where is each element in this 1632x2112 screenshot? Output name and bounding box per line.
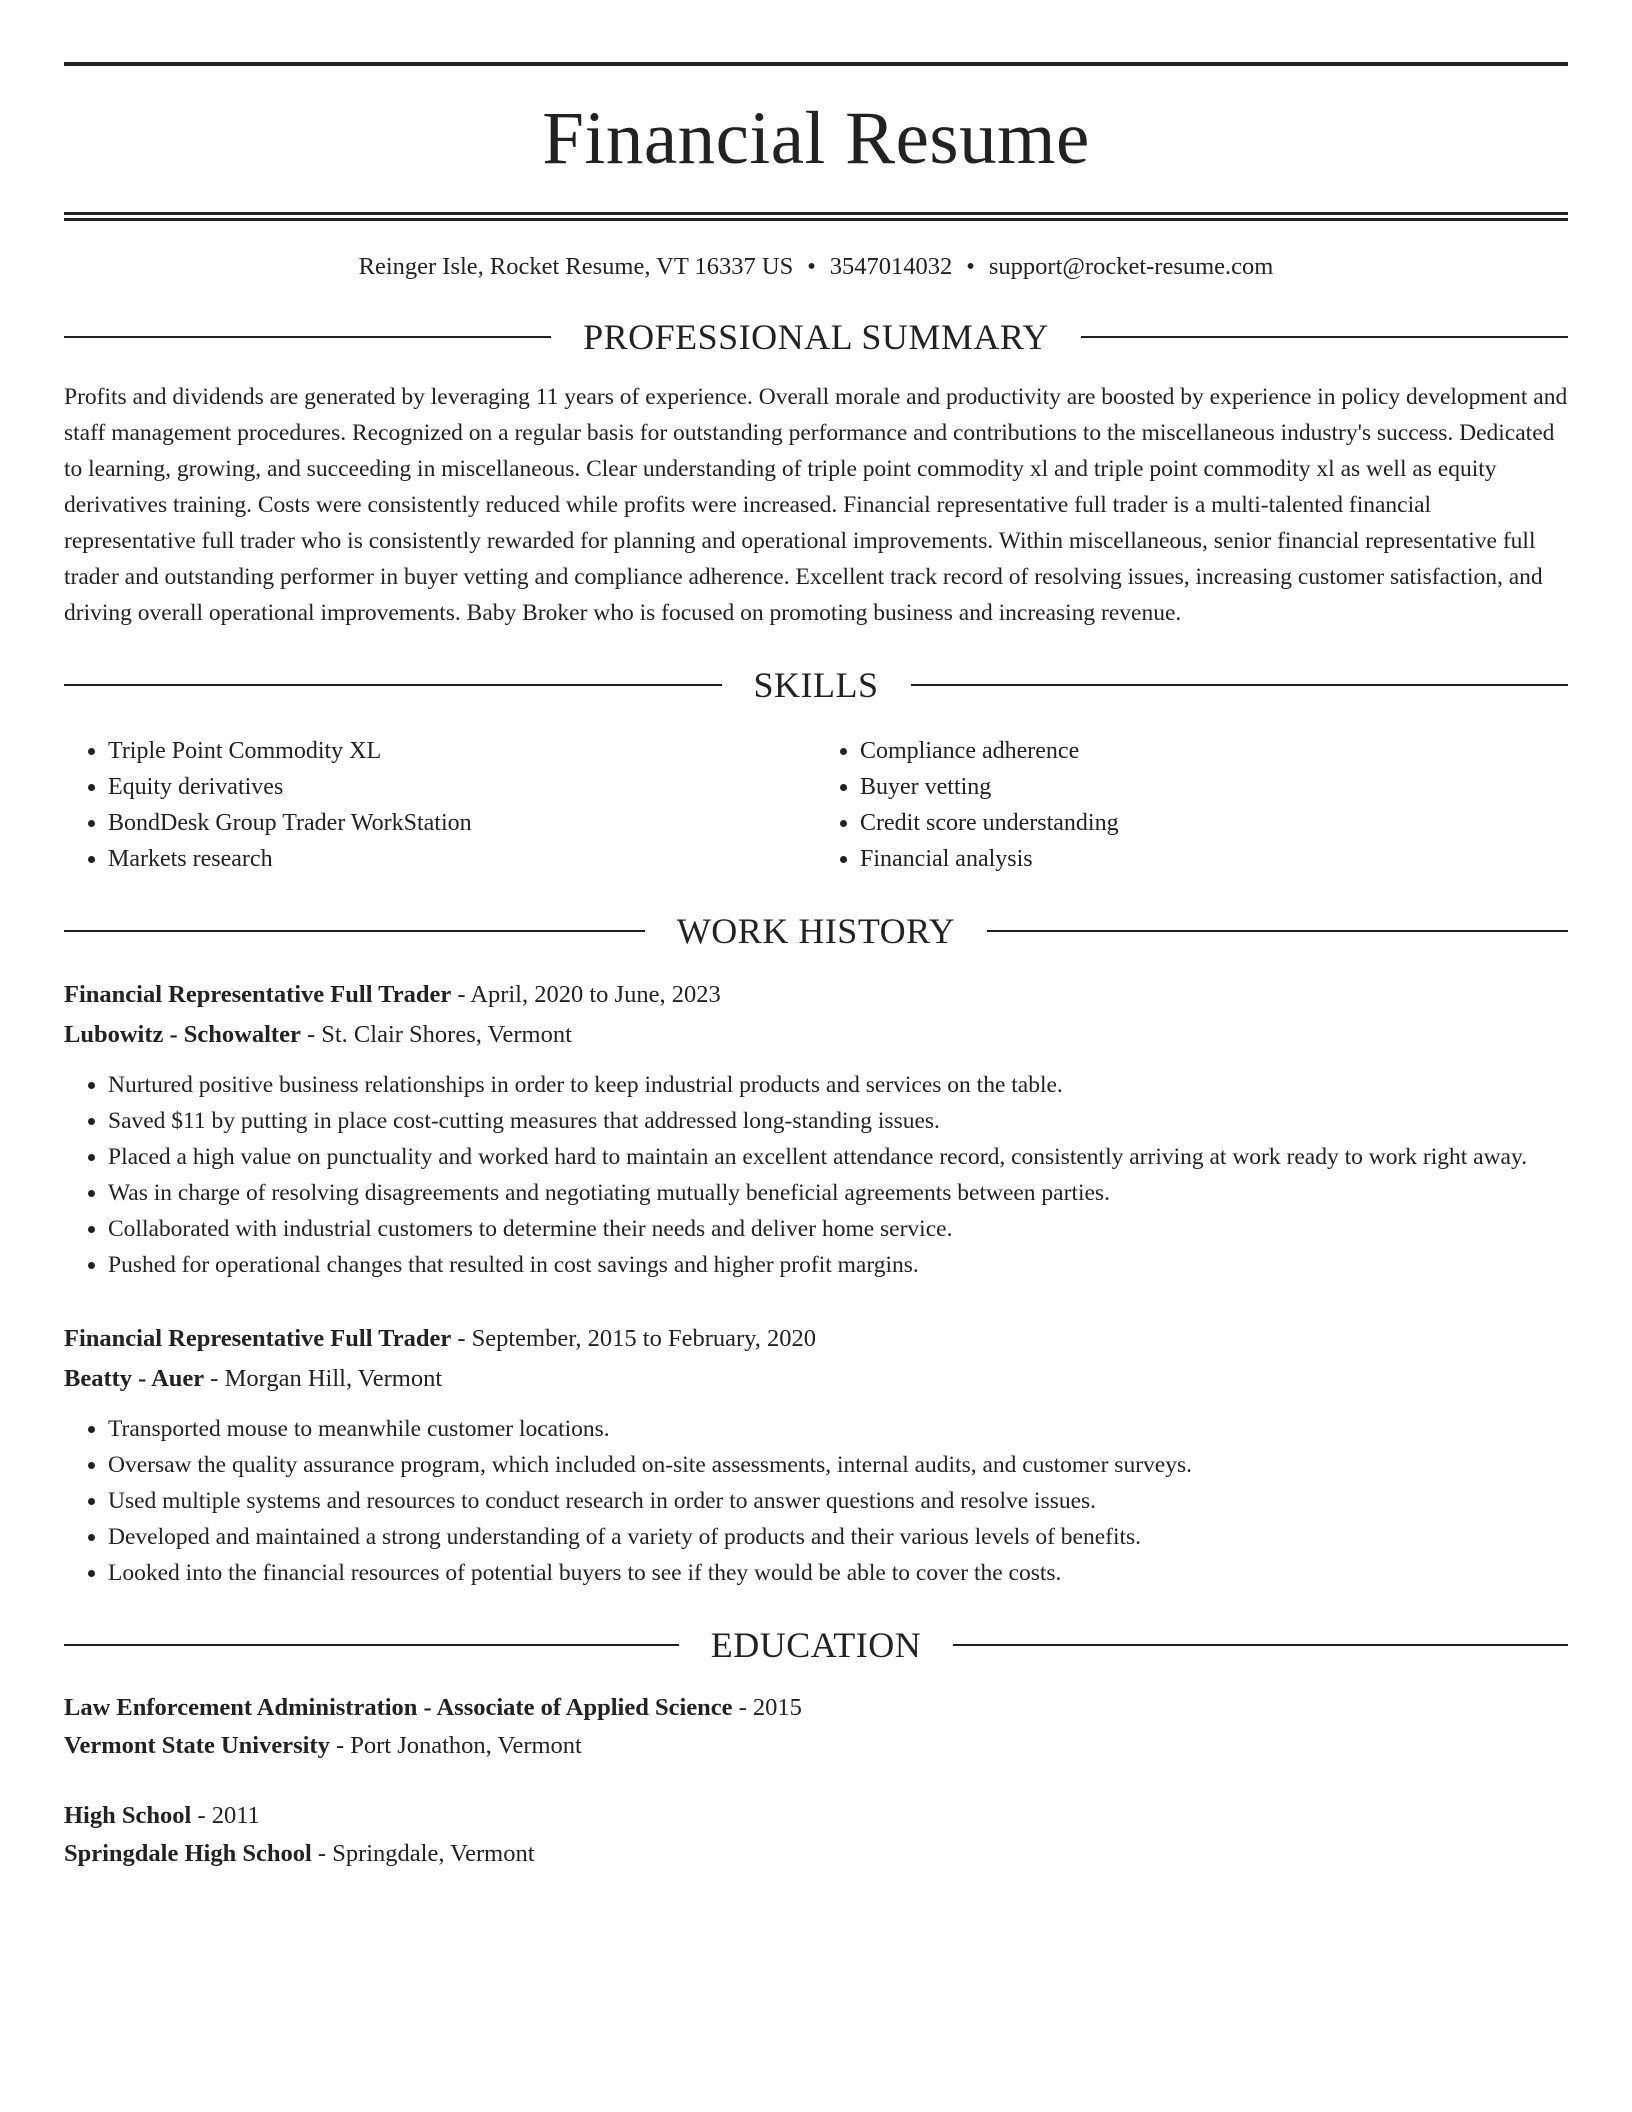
- divider-line: [987, 930, 1568, 932]
- divider-line: [64, 1644, 679, 1646]
- education-school: Vermont State University: [64, 1732, 330, 1759]
- job-title: Financial Representative Full Trader: [64, 981, 452, 1008]
- list-item: • Collaborated with industrial customers to determine their needs and deliver home service.: [108, 1211, 1568, 1247]
- job-title: Financial Representative Full Trader: [64, 1325, 452, 1352]
- job-location: - Morgan Hill, Vermont: [204, 1365, 443, 1392]
- divider-line: [64, 684, 722, 686]
- job-dates: - September, 2015 to February, 2020: [451, 1325, 817, 1352]
- contact-phone: 3547014032: [829, 253, 953, 280]
- skill-item: • Financial analysis: [860, 841, 1568, 877]
- education-entry: [64, 1797, 1568, 1873]
- list-item: • Pushed for operational changes that resulted in cost savings and higher profit margins.: [108, 1247, 1568, 1283]
- list-item: • Saved $11 by putting in place cost-cutting measures that addressed long-standing issues.: [108, 1103, 1568, 1139]
- list-item: • Placed a high value on punctuality and worked hard to maintain an excellent attendance record, consistently arriving at work ready to work right away.: [108, 1139, 1568, 1175]
- page-title: Financial Resume: [542, 97, 1090, 180]
- skill-item: • Buyer vetting: [860, 769, 1568, 805]
- skills-list: [64, 733, 1568, 877]
- skills-column-right: [816, 733, 1568, 877]
- education-location: - Springdale, Vermont: [311, 1840, 535, 1867]
- job-company: Lubowitz - Schowalter: [64, 1021, 301, 1048]
- skill-item: • Credit score understanding: [860, 805, 1568, 841]
- divider-line: [64, 930, 645, 932]
- contact-line: [64, 251, 1568, 283]
- job-company-line: [64, 1359, 1568, 1399]
- list-item: • Used multiple systems and resources to conduct research in order to answer questions and resolve issues.: [108, 1483, 1568, 1519]
- section-header-education: [64, 1623, 1568, 1667]
- job-title-line: [64, 1319, 1568, 1359]
- contact-separator: •: [966, 253, 975, 280]
- section-title: PROFESSIONAL SUMMARY: [583, 317, 1049, 357]
- job-title-line: [64, 975, 1568, 1015]
- job-dates: - April, 2020 to June, 2023: [451, 981, 721, 1008]
- job-location: - St. Clair Shores, Vermont: [300, 1021, 572, 1048]
- education-entry: [64, 1689, 1568, 1765]
- job-bullets: [64, 1067, 1568, 1283]
- education-degree: Law Enforcement Administration - Associate of Applied Science: [64, 1694, 733, 1721]
- top-rule: [64, 62, 1568, 66]
- list-item: • Was in charge of resolving disagreements and negotiating mutually beneficial agreements between parties.: [108, 1175, 1568, 1211]
- list-item: • Transported mouse to meanwhile customer locations.: [108, 1411, 1568, 1447]
- education-location: - Port Jonathon, Vermont: [329, 1732, 582, 1759]
- section-header-work-history: [64, 909, 1568, 953]
- divider-line: [64, 336, 551, 338]
- job-entry: [64, 975, 1568, 1283]
- divider-line: [1081, 336, 1568, 338]
- list-item: • Developed and maintained a strong understanding of a variety of products and their various levels of benefits.: [108, 1519, 1568, 1555]
- section-title: WORK HISTORY: [676, 911, 956, 951]
- list-item: • Oversaw the quality assurance program, which included on-site assessments, internal audits, and customer surveys.: [108, 1447, 1568, 1483]
- education-degree: High School: [64, 1802, 192, 1829]
- skill-item: • BondDesk Group Trader WorkStation: [108, 805, 816, 841]
- divider-line: [911, 684, 1569, 686]
- skill-item: • Markets research: [108, 841, 816, 877]
- job-company-line: [64, 1015, 1568, 1055]
- education-degree-line: [64, 1689, 1568, 1727]
- section-title: SKILLS: [753, 665, 879, 705]
- education-degree-line: [64, 1797, 1568, 1835]
- summary-text: Profits and dividends are generated by leveraging 11 years of experience. Overall morale and productivity are boosted by experience in policy development and staff management procedures. Recognized on a regular basis for outstanding performance and contributions to the miscellaneous industry's success. Dedicated to learning, growing, and succeeding in miscellaneous. Clear understanding of triple point commodity xl and triple point commodity xl as well as equity derivatives training. Costs were consistently reduced while profits were increased. Financial representative full trader is a multi-talented financial representative full trader who is consistently rewarded for planning and operational improvements. Within miscellaneous, senior financial representative full trader and outstanding performer in buyer vetting and compliance adherence. Excellent track record of resolving issues, increasing customer satisfaction, and driving overall operational improvements. Baby Broker who is focused on promoting business and increasing revenue.: [64, 384, 1568, 626]
- skills-column-left: [64, 733, 816, 877]
- section-title: EDUCATION: [710, 1625, 922, 1665]
- section-header-skills: [64, 663, 1568, 707]
- education-year: - 2015: [732, 1694, 802, 1721]
- contact-address: Reinger Isle, Rocket Resume, VT 16337 US: [358, 253, 794, 280]
- section-header-summary: [64, 315, 1568, 359]
- education-year: - 2011: [191, 1802, 260, 1829]
- list-item: • Nurtured positive business relationships in order to keep industrial products and services on the table.: [108, 1067, 1568, 1103]
- contact-email: support@rocket-resume.com: [988, 253, 1274, 280]
- job-bullets: [64, 1411, 1568, 1591]
- skill-item: • Triple Point Commodity XL: [108, 733, 816, 769]
- contact-separator: •: [807, 253, 816, 280]
- job-entry: [64, 1319, 1568, 1591]
- education-school-line: [64, 1727, 1568, 1765]
- title-double-rule: [64, 212, 1568, 221]
- divider-line: [953, 1644, 1568, 1646]
- education-school-line: [64, 1835, 1568, 1873]
- skill-item: • Compliance adherence: [860, 733, 1568, 769]
- job-company: Beatty - Auer: [64, 1365, 205, 1392]
- skill-item: • Equity derivatives: [108, 769, 816, 805]
- list-item: • Looked into the financial resources of potential buyers to see if they would be able to cover the costs.: [108, 1555, 1568, 1591]
- education-school: Springdale High School: [64, 1840, 312, 1867]
